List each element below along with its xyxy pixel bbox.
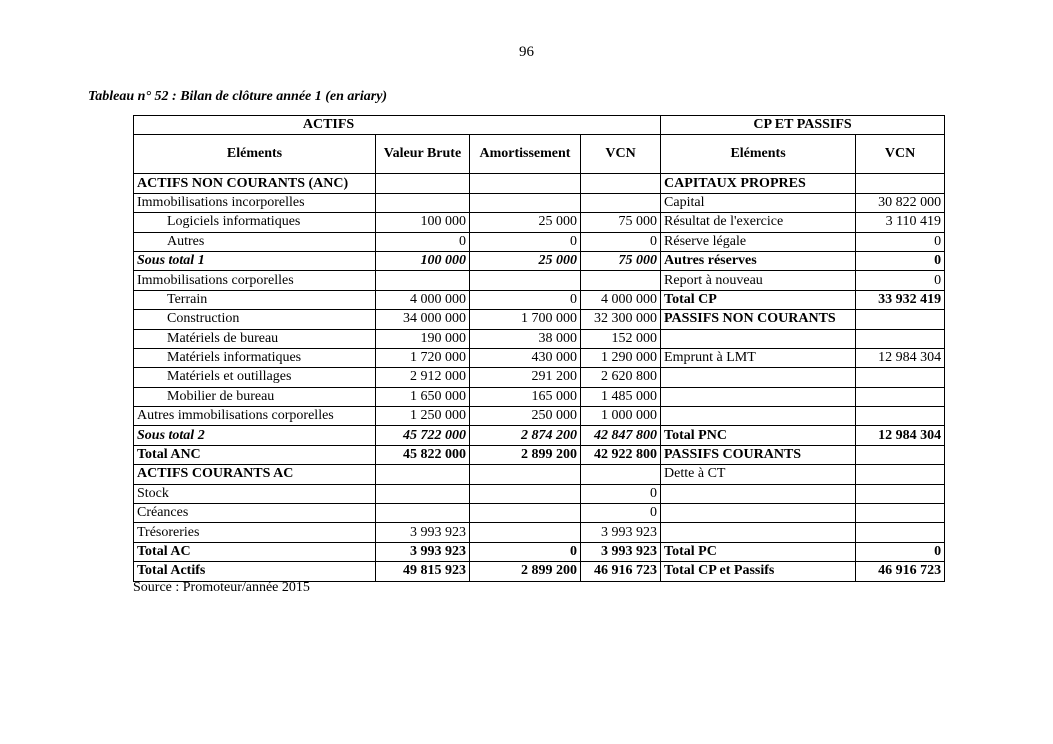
passif-label [661, 368, 856, 387]
table-row [134, 407, 945, 426]
amortissement-cell: 25 000 [470, 213, 581, 232]
vcn-cell: 0 [581, 504, 661, 523]
table-row [134, 213, 945, 232]
valeur-brute-cell: 1 650 000 [376, 387, 470, 406]
amortissement-cell: 0 [470, 542, 581, 561]
row-label: Créances [134, 504, 376, 523]
passif-vcn-cell: 12 984 304 [856, 348, 945, 367]
passif-vcn-cell: 30 822 000 [856, 193, 945, 212]
page-number: 96 [519, 44, 534, 60]
valeur-brute-cell [376, 271, 470, 290]
valeur-brute-cell: 3 993 923 [376, 542, 470, 561]
row-label: Logiciels informatiques [134, 213, 376, 232]
passif-label: Total PC [661, 542, 856, 561]
passif-label [661, 387, 856, 406]
valeur-brute-cell: 3 993 923 [376, 523, 470, 542]
passif-vcn-cell [856, 174, 945, 193]
col-header-valeur-brute: Valeur Brute [376, 135, 470, 174]
table-row [134, 484, 945, 503]
passif-label [661, 484, 856, 503]
table-caption: Tableau n° 52 : Bilan de clôture année 1 (en ariary) [88, 89, 388, 104]
valeur-brute-cell: 100 000 [376, 213, 470, 232]
passif-label: CAPITAUX PROPRES [661, 174, 856, 193]
valeur-brute-cell: 100 000 [376, 251, 470, 270]
amortissement-cell [470, 465, 581, 484]
row-label: Mobilier de bureau [134, 387, 376, 406]
vcn-cell: 0 [581, 484, 661, 503]
passif-label: Autres réserves [661, 251, 856, 270]
passif-vcn-cell: 0 [856, 232, 945, 251]
passif-label [661, 407, 856, 426]
amortissement-cell [470, 193, 581, 212]
valeur-brute-cell [376, 174, 470, 193]
passif-vcn-cell [856, 523, 945, 542]
col-header-amortissement: Amortissement [470, 135, 581, 174]
row-label: Terrain [134, 290, 376, 309]
table-row [134, 562, 945, 581]
passif-label: Total CP [661, 290, 856, 309]
passif-vcn-cell: 46 916 723 [856, 562, 945, 581]
col-header-vcn-left: VCN [581, 135, 661, 174]
amortissement-cell: 291 200 [470, 368, 581, 387]
header-cp-passifs: CP ET PASSIFS [661, 116, 945, 135]
passif-vcn-cell [856, 387, 945, 406]
table-row [134, 290, 945, 309]
passif-vcn-cell [856, 407, 945, 426]
amortissement-cell: 165 000 [470, 387, 581, 406]
vcn-cell: 42 922 800 [581, 445, 661, 464]
passif-vcn-cell: 12 984 304 [856, 426, 945, 445]
passif-label [661, 329, 856, 348]
balance-sheet-table [133, 115, 945, 582]
valeur-brute-cell: 4 000 000 [376, 290, 470, 309]
table-row [134, 523, 945, 542]
amortissement-cell: 2 899 200 [470, 562, 581, 581]
vcn-cell: 75 000 [581, 251, 661, 270]
passif-label: PASSIFS COURANTS [661, 445, 856, 464]
passif-vcn-cell: 3 110 419 [856, 213, 945, 232]
vcn-cell [581, 465, 661, 484]
row-label: Total Actifs [134, 562, 376, 581]
amortissement-cell: 0 [470, 290, 581, 309]
amortissement-cell: 250 000 [470, 407, 581, 426]
table-row [134, 387, 945, 406]
row-label: Matériels de bureau [134, 329, 376, 348]
vcn-cell: 46 916 723 [581, 562, 661, 581]
col-header-vcn-right: VCN [856, 135, 945, 174]
amortissement-cell [470, 504, 581, 523]
valeur-brute-cell: 45 822 000 [376, 445, 470, 464]
amortissement-cell: 2 874 200 [470, 426, 581, 445]
row-label: Autres [134, 232, 376, 251]
vcn-cell [581, 174, 661, 193]
passif-vcn-cell: 0 [856, 271, 945, 290]
passif-vcn-cell: 0 [856, 542, 945, 561]
vcn-cell: 1 485 000 [581, 387, 661, 406]
table-row [134, 329, 945, 348]
header-actifs: ACTIFS [134, 116, 661, 135]
table-row [134, 251, 945, 270]
table-row [134, 465, 945, 484]
vcn-cell [581, 271, 661, 290]
passif-label: Capital [661, 193, 856, 212]
vcn-cell: 152 000 [581, 329, 661, 348]
table-row [134, 368, 945, 387]
valeur-brute-cell [376, 465, 470, 484]
vcn-cell [581, 193, 661, 212]
valeur-brute-cell: 2 912 000 [376, 368, 470, 387]
valeur-brute-cell [376, 484, 470, 503]
valeur-brute-cell: 190 000 [376, 329, 470, 348]
row-label: Immobilisations corporelles [134, 271, 376, 290]
row-label: Sous total 2 [134, 426, 376, 445]
table-row [134, 348, 945, 367]
passif-label: Total PNC [661, 426, 856, 445]
amortissement-cell: 1 700 000 [470, 310, 581, 329]
passif-label: PASSIFS NON COURANTS [661, 310, 856, 329]
amortissement-cell [470, 271, 581, 290]
table-row [134, 445, 945, 464]
row-label: Trésoreries [134, 523, 376, 542]
passif-label: Emprunt à LMT [661, 348, 856, 367]
passif-label: Total CP et Passifs [661, 562, 856, 581]
table-row [134, 271, 945, 290]
passif-vcn-cell [856, 484, 945, 503]
source-note: Source : Promoteur/année 2015 [133, 580, 310, 595]
passif-label [661, 523, 856, 542]
vcn-cell: 42 847 800 [581, 426, 661, 445]
amortissement-cell: 38 000 [470, 329, 581, 348]
row-label: Immobilisations incorporelles [134, 193, 376, 212]
row-label: Autres immobilisations corporelles [134, 407, 376, 426]
table-row [134, 232, 945, 251]
row-label: Total AC [134, 542, 376, 561]
passif-label: Résultat de l'exercice [661, 213, 856, 232]
passif-vcn-cell [856, 310, 945, 329]
row-label: Construction [134, 310, 376, 329]
vcn-cell: 1 000 000 [581, 407, 661, 426]
passif-vcn-cell [856, 329, 945, 348]
amortissement-cell: 2 899 200 [470, 445, 581, 464]
row-label: Total ANC [134, 445, 376, 464]
valeur-brute-cell [376, 193, 470, 212]
vcn-cell: 3 993 923 [581, 542, 661, 561]
vcn-cell: 1 290 000 [581, 348, 661, 367]
passif-label: Dette à CT [661, 465, 856, 484]
table-row [134, 174, 945, 193]
amortissement-cell [470, 174, 581, 193]
valeur-brute-cell: 45 722 000 [376, 426, 470, 445]
col-header-elements-left: Eléments [134, 135, 376, 174]
row-label: Stock [134, 484, 376, 503]
passif-vcn-cell [856, 445, 945, 464]
row-label: ACTIFS COURANTS AC [134, 465, 376, 484]
table-row [134, 542, 945, 561]
vcn-cell: 32 300 000 [581, 310, 661, 329]
amortissement-cell: 0 [470, 232, 581, 251]
valeur-brute-cell: 34 000 000 [376, 310, 470, 329]
vcn-cell: 0 [581, 232, 661, 251]
vcn-cell: 75 000 [581, 213, 661, 232]
vcn-cell: 4 000 000 [581, 290, 661, 309]
amortissement-cell: 25 000 [470, 251, 581, 270]
row-label: Sous total 1 [134, 251, 376, 270]
amortissement-cell: 430 000 [470, 348, 581, 367]
table-row [134, 193, 945, 212]
passif-label [661, 504, 856, 523]
passif-vcn-cell [856, 465, 945, 484]
valeur-brute-cell: 1 720 000 [376, 348, 470, 367]
passif-label: Report à nouveau [661, 271, 856, 290]
passif-vcn-cell [856, 504, 945, 523]
amortissement-cell [470, 484, 581, 503]
passif-vcn-cell: 0 [856, 251, 945, 270]
valeur-brute-cell [376, 504, 470, 523]
table-row [134, 426, 945, 445]
valeur-brute-cell: 0 [376, 232, 470, 251]
row-label: Matériels informatiques [134, 348, 376, 367]
row-label: ACTIFS NON COURANTS (ANC) [134, 174, 376, 193]
amortissement-cell [470, 523, 581, 542]
valeur-brute-cell: 49 815 923 [376, 562, 470, 581]
vcn-cell: 2 620 800 [581, 368, 661, 387]
passif-vcn-cell [856, 368, 945, 387]
vcn-cell: 3 993 923 [581, 523, 661, 542]
passif-vcn-cell: 33 932 419 [856, 290, 945, 309]
valeur-brute-cell: 1 250 000 [376, 407, 470, 426]
row-label: Matériels et outillages [134, 368, 376, 387]
col-header-elements-right: Eléments [661, 135, 856, 174]
table-row [134, 310, 945, 329]
passif-label: Réserve légale [661, 232, 856, 251]
table-row [134, 504, 945, 523]
